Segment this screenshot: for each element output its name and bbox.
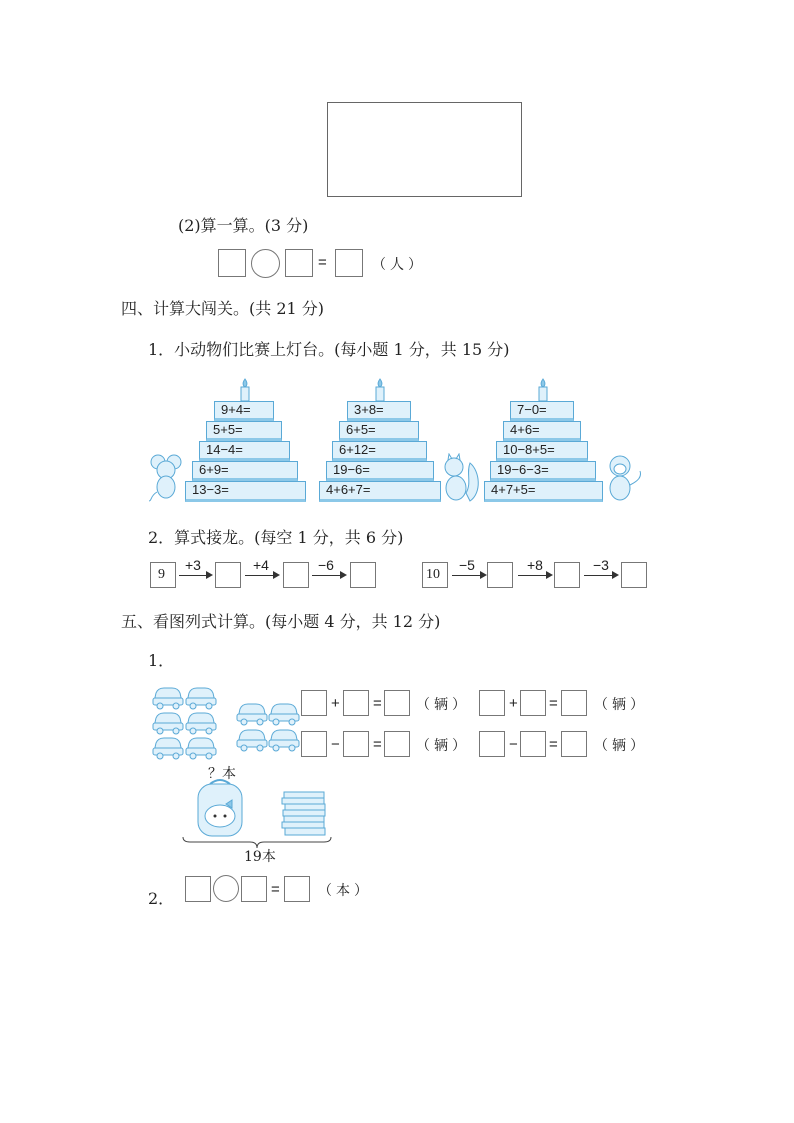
tower-2-tier-2: 6+5= [339,421,419,441]
cars-group-6-icon [152,684,218,760]
car-eq-4-result[interactable] [561,731,587,757]
answer-box-a[interactable] [218,249,246,277]
arrow-line [245,575,275,576]
tower-2-tier-1: 3+8= [347,401,411,421]
candle-icon [373,378,387,402]
equals-sign: = [549,695,558,712]
car-eq-1-box-a[interactable] [301,690,327,716]
chain-1-op-2: +4 [253,557,269,573]
section5-title: 五、看图列式计算。(每小题 4 分，共 12 分) [121,612,441,631]
chain-1-answer-3[interactable] [350,562,376,588]
tower-2-tier-5: 4+6+7= [319,481,441,502]
tower-1-tier-1: 9+4= [214,401,274,421]
monkey-icon [604,453,644,503]
arrow-line [518,575,548,576]
arrow-line [312,575,342,576]
arrow-right-icon [480,571,487,579]
tower-2-tier-3: 6+12= [332,441,427,461]
books-eq-box-a[interactable] [185,876,211,902]
chain-1-start-value: 9 [158,567,165,582]
mouse-icon [148,452,184,502]
plus-sign: + [331,695,340,712]
car-eq-3-box-b[interactable] [343,731,369,757]
minus-sign: − [331,736,340,753]
cars-group-2-top-icon [236,700,300,726]
answer-box-b[interactable] [285,249,313,277]
chain-2-answer-3[interactable] [621,562,647,588]
car-eq-2-box-b[interactable] [520,690,546,716]
car-eq-2-box-a[interactable] [479,690,505,716]
cars-group-2-bottom-icon [236,726,300,752]
equals-sign: = [373,736,382,753]
chain-1-answer-1[interactable] [215,562,241,588]
books-eq-box-b[interactable] [241,876,267,902]
chain-2-answer-1[interactable] [487,562,513,588]
minus-sign: − [509,736,518,753]
car-eq-1-box-b[interactable] [343,690,369,716]
tower-3-tier-2: 4+6= [503,421,581,441]
operator-circle[interactable] [251,249,280,278]
unit-people: （人） [372,257,426,273]
chain-2-answer-2[interactable] [554,562,580,588]
tower-1-tier-4: 6+9= [192,461,298,481]
arrow-right-icon [612,571,619,579]
section4-title: 四、计算大闯关。(共 21 分) [121,299,325,318]
car-eq-3-box-a[interactable] [301,731,327,757]
unit-car: （辆） [594,738,648,754]
squirrel-icon [440,453,480,503]
unit-car: （辆） [594,697,648,713]
chain-1-answer-2[interactable] [283,562,309,588]
car-eq-2-result[interactable] [561,690,587,716]
arrow-line [179,575,208,576]
q2-label: 2． [148,889,175,908]
candle-icon [238,378,252,402]
tower-3-tier-1: 7−0= [510,401,574,421]
car-eq-4-box-a[interactable] [479,731,505,757]
tower-2-tier-4: 19−6= [326,461,434,481]
plus-sign: + [509,695,518,712]
chain-2-op-1: −5 [459,557,475,573]
tower-1-tier-2: 5+5= [206,421,282,441]
equals-sign: = [549,736,558,753]
candle-icon [536,378,550,402]
books-eq-operator-circle[interactable] [213,875,239,902]
equals-sign: = [373,695,382,712]
arrow-right-icon [273,571,280,579]
chain-2-start-value: 10 [426,567,440,582]
chain-2-op-3: −3 [593,557,609,573]
arrow-line [452,575,482,576]
arrow-right-icon [206,571,213,579]
car-eq-3-result[interactable] [384,731,410,757]
q1-label: 1． [148,651,175,670]
arrow-line [584,575,614,576]
q1-title: 1．小动物们比赛上灯台。(每小题 1 分，共 15 分) [148,340,510,359]
equals-sign: = [271,881,280,898]
q2-title: 2．算式接龙。(每空 1 分，共 6 分) [148,528,404,547]
tower-1-tier-3: 14−4= [199,441,290,461]
chain-2-op-2: +8 [527,557,543,573]
chain-1-op-1: +3 [185,557,201,573]
car-eq-4-box-b[interactable] [520,731,546,757]
answer-box-result[interactable] [335,249,363,277]
backpack-icon [192,776,248,838]
car-eq-1-result[interactable] [384,690,410,716]
books-stack-icon [280,790,330,838]
arrow-right-icon [546,571,553,579]
tower-3-tier-4: 19−6−3= [490,461,596,481]
unknown-books-label: ？本 [208,766,236,782]
unit-book: （本） [318,883,372,899]
books-eq-result[interactable] [284,876,310,902]
part2-title: (2)算一算。(3 分) [178,216,309,235]
tower-1-tier-5: 13−3= [185,481,306,502]
unit-car: （辆） [416,738,470,754]
tower-3-tier-5: 4+7+5= [484,481,603,502]
unit-car: （辆） [416,697,470,713]
total-books-label: 19本 [244,849,276,865]
arrow-right-icon [340,571,347,579]
equals-sign: = [318,254,327,271]
drawing-answer-box[interactable] [327,102,522,197]
tower-3-tier-3: 10−8+5= [496,441,588,461]
chain-1-op-3: −6 [318,557,334,573]
